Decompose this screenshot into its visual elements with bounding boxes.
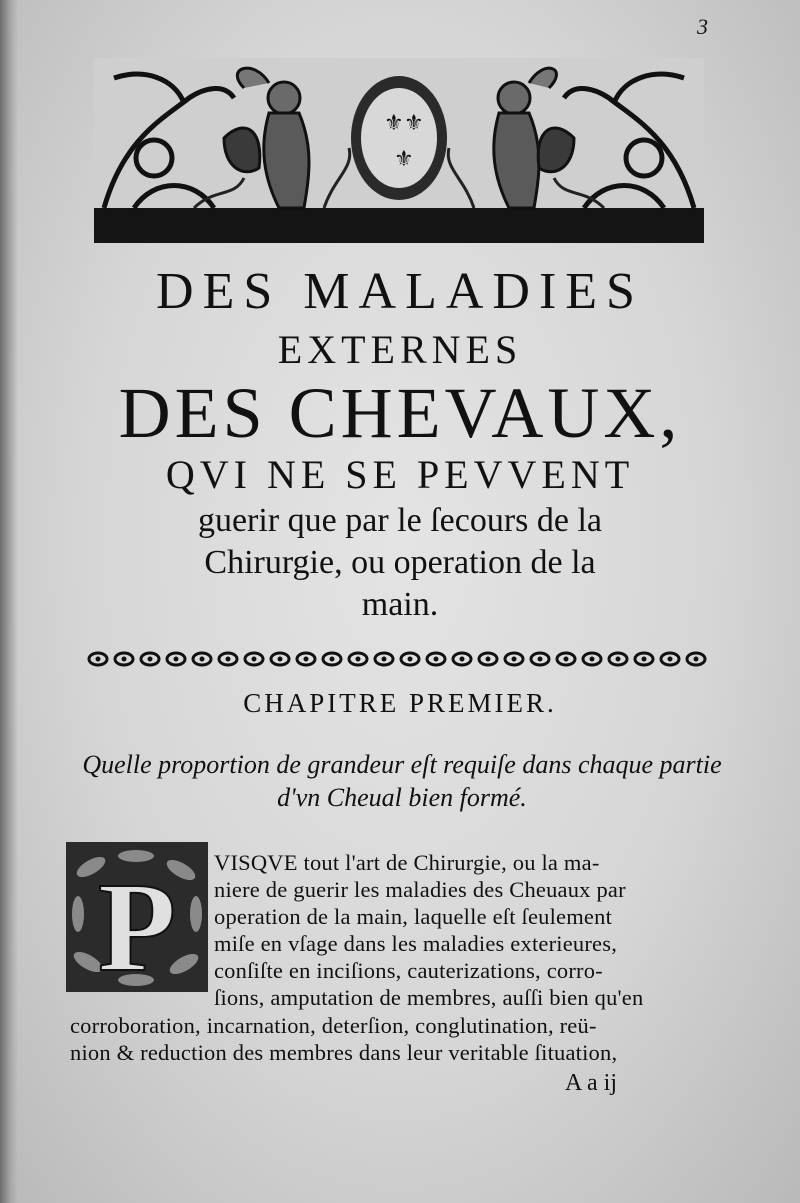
svg-text:⚜: ⚜ bbox=[394, 147, 414, 172]
leafy-initial-background-icon bbox=[66, 842, 208, 992]
title-line-2: EXTERNES bbox=[277, 327, 523, 372]
fleuron-dot-icon bbox=[408, 657, 413, 662]
fleuron-dot-icon bbox=[96, 657, 101, 662]
fleuron-dot-icon bbox=[304, 657, 309, 662]
question-line: Quelle proportion de grandeur eſt requiſe dans chaque partie bbox=[82, 750, 722, 779]
title-line-1: DES MALADIES bbox=[156, 263, 644, 320]
fleuron-dot-icon bbox=[200, 657, 205, 662]
fleuron-dot-icon bbox=[174, 657, 179, 662]
fleuron-dot-icon bbox=[616, 657, 621, 662]
body-line: operation de la main, laquelle eſt ſeulement bbox=[214, 904, 613, 929]
subtitle bbox=[130, 500, 670, 626]
page-number: 3 bbox=[697, 14, 708, 39]
fleuron-dot-icon bbox=[694, 657, 699, 662]
subtitle-line: main. bbox=[361, 586, 439, 623]
body-line: VISQVE tout l'art de Chirurgie, ou la ma- bbox=[214, 850, 600, 875]
fleuron-dot-icon bbox=[122, 657, 127, 662]
fleuron-dot-icon bbox=[330, 657, 335, 662]
woodcut-headpiece-ornament bbox=[94, 58, 704, 243]
chapter-heading: CHAPITRE PREMIER. bbox=[243, 688, 557, 718]
body-line: miſe en vſage dans les maladies exterieures, bbox=[214, 931, 618, 956]
fleuron-dot-icon bbox=[278, 657, 283, 662]
title-line-4: QVI NE SE PEVVENT bbox=[165, 452, 635, 497]
subtitle-line: guerir que par le ſecours de la bbox=[197, 502, 603, 539]
fleuron-dot-icon bbox=[642, 657, 647, 662]
fleuron-dot-icon bbox=[460, 657, 465, 662]
body-line: nion & reduction des membres dans leur veritable ſituation, bbox=[70, 1040, 618, 1065]
fleuron-dot-icon bbox=[668, 657, 673, 662]
body-line: corroboration, incarnation, deterſion, conglutination, reü- bbox=[70, 1013, 597, 1038]
fleuron-dot-icon bbox=[434, 657, 439, 662]
fleuron-dot-icon bbox=[382, 657, 387, 662]
body-line: ſions, amputation de membres, auſſi bien qu'en bbox=[214, 985, 644, 1010]
fleuron-dot-icon bbox=[512, 657, 517, 662]
body-line: conſiſte en inciſions, cauterizations, corro- bbox=[214, 958, 603, 983]
title-line-3: DES CHEVAUX, bbox=[118, 373, 682, 453]
svg-text:⚜: ⚜ bbox=[384, 111, 404, 136]
body-line: niere de guerir les maladies des Cheuaux par bbox=[214, 877, 626, 902]
fleuron-dot-icon bbox=[226, 657, 231, 662]
fleuron-dot-icon bbox=[486, 657, 491, 662]
chapter-question bbox=[62, 748, 742, 814]
fleuron-dot-icon bbox=[590, 657, 595, 662]
fleuron-dot-icon bbox=[538, 657, 543, 662]
question-line: d'vn Cheual bien formé. bbox=[277, 783, 527, 812]
drop-cap bbox=[66, 842, 208, 992]
fleuron-dot-icon bbox=[356, 657, 361, 662]
ornamental-rule bbox=[84, 650, 716, 668]
fleuron-dot-icon bbox=[252, 657, 257, 662]
signature-mark: A a ij bbox=[565, 1070, 617, 1096]
subtitle-line: Chirurgie, ou operation de la bbox=[204, 544, 596, 581]
drop-cap-letter: P bbox=[97, 856, 177, 992]
fleuron-dot-icon bbox=[564, 657, 569, 662]
svg-text:⚜: ⚜ bbox=[404, 111, 424, 136]
fleur-de-lis-shield-icon bbox=[351, 76, 447, 200]
page-gutter-shadow bbox=[0, 0, 18, 1203]
fleuron-dot-icon bbox=[148, 657, 153, 662]
